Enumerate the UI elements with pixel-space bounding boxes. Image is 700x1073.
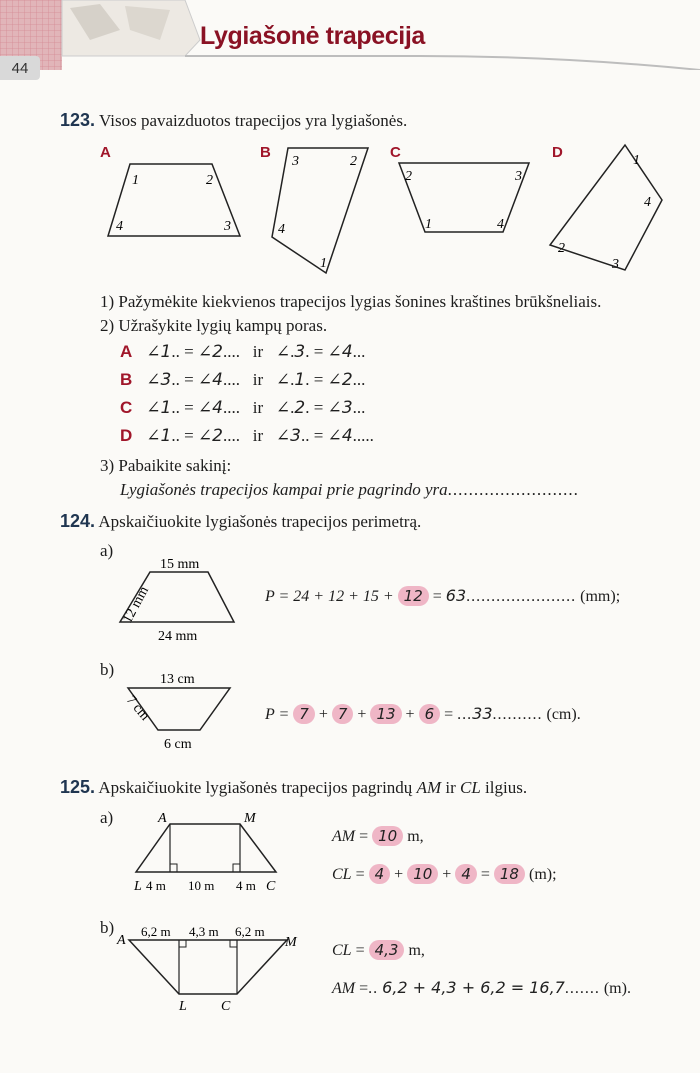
vertex-label: L: [179, 999, 187, 1012]
formula-text: P = 24 + 12 + 15 +: [265, 588, 394, 605]
exercise-123-heading: [60, 110, 407, 131]
filled-blank: 12: [398, 586, 429, 606]
conjunction: ir: [252, 370, 264, 389]
perimeter-formula-a: P = 24 + 12 + 15 + 12 = 63...................... (mm);: [265, 586, 621, 605]
angle-label: 2: [558, 241, 565, 256]
conjunction: ir: [445, 778, 456, 797]
filled-blank: 4: [369, 864, 391, 884]
conjunction: ir: [252, 426, 264, 445]
unit: (mm);: [580, 588, 621, 605]
exercise-text: Apskaičiuokite lygiašonės trapecijos pagrindų: [98, 778, 413, 797]
dimension-label: 7 cm: [122, 692, 153, 724]
segment-name: AM: [416, 778, 442, 797]
figure-label-a: A: [100, 144, 111, 161]
part-label: a): [100, 541, 114, 560]
angle-label: 4: [497, 217, 504, 232]
unit: (cm).: [546, 706, 581, 723]
dimension-label: 13 cm: [160, 672, 195, 687]
trapezoid-a: [100, 158, 250, 248]
exercise-125-heading: [60, 777, 527, 798]
angle-label: 3: [292, 154, 299, 169]
trapezoid-d: [540, 140, 670, 275]
conjunction: ir: [252, 342, 264, 361]
figure-label-d: D: [552, 144, 563, 161]
angle-label: 1: [633, 153, 640, 168]
exercise-number: 125.: [60, 777, 96, 797]
row-letter: D: [120, 426, 133, 445]
segment-name: AM: [332, 828, 356, 845]
angle-label: 3: [224, 219, 231, 234]
angle-pair-row: D ∠1.. = ∠2.... ir ∠3.. = ∠4.....: [120, 426, 374, 446]
angle-pair-row: A ∠1.. = ∠2.... ir ∠.3. = ∠4...: [120, 342, 366, 362]
angle-label: 4: [116, 219, 123, 234]
angle-label: 4: [644, 195, 651, 210]
unit: (m);: [528, 866, 557, 883]
angle-label: 4: [278, 222, 285, 237]
sentence-text: Lygiašonės trapecijos kampai prie pagrindo yra: [120, 480, 448, 499]
row-letter: A: [120, 342, 133, 361]
trapezoid-125b: [115, 920, 315, 1012]
part-label: b): [100, 918, 115, 937]
dimension-label: 6 cm: [164, 737, 192, 752]
vertex-label: C: [221, 999, 231, 1012]
sentence-fill: Lygiašonės trapecijos kampai prie pagrindo yra.........................: [120, 480, 579, 499]
filled-blank: 10: [372, 826, 403, 846]
segment-name: CL: [460, 778, 481, 797]
handwritten-answer: 63: [445, 586, 467, 605]
trapezoid-b: [268, 145, 378, 280]
row-letter: B: [120, 370, 133, 389]
angle-label: 3: [612, 257, 619, 272]
task-1-text: 1) Pažymėkite kiekvienos trapecijos lygias šonines kraštines brūkšneliais.: [100, 292, 602, 311]
unit: (m).: [603, 980, 631, 997]
part-label: b): [100, 660, 115, 679]
filled-blank: 4,3: [369, 940, 405, 960]
vertex-label: M: [285, 935, 297, 950]
figure-label-c: C: [390, 144, 401, 161]
unit: m,: [407, 828, 424, 845]
dimension-label: 4 m: [236, 878, 256, 893]
unit: m,: [408, 942, 425, 959]
filled-blank: 4: [455, 864, 477, 884]
handwritten-answer: 3: [290, 426, 301, 446]
angle-pair-row: C ∠1.. = ∠4.... ir ∠.2. = ∠3...: [120, 398, 366, 418]
dimension-label: 6,2 m: [235, 924, 265, 939]
exercise-text: Visos pavaizduotos trapecijos yra lygiašonės.: [99, 111, 408, 130]
dimension-label: 4 m: [146, 878, 166, 893]
handwritten-answer: 1: [160, 342, 172, 362]
handwritten-answer: 3: [294, 342, 306, 362]
exercise-number: 123.: [60, 110, 96, 130]
filled-blank: 7: [332, 704, 354, 724]
handwritten-answer: 1: [160, 426, 172, 446]
angle-label: 1: [320, 256, 327, 271]
page-number: 44: [0, 56, 40, 80]
trapezoid-124a: [108, 552, 248, 647]
vertex-label: A: [158, 811, 167, 826]
dimension-label: 12 mm: [120, 584, 152, 626]
handwritten-answer: 6,2 + 4,3 + 6,2 = 16,7: [382, 978, 565, 997]
filled-blank: 6: [419, 704, 441, 724]
dimension-label: 10 m: [188, 878, 215, 893]
filled-blank: 18: [494, 864, 525, 884]
row-letter: C: [120, 398, 133, 417]
formula-text: P =: [265, 706, 290, 723]
handwritten-answer: 1: [160, 398, 172, 418]
cl-formula-a: CL = 4 + 10 + 4 = 18 (m);: [332, 865, 557, 883]
am-formula-b: AM =.. 6,2 + 4,3 + 6,2 = 16,7....... (m).: [332, 978, 631, 997]
handwritten-answer: 4: [341, 342, 353, 362]
angle-label: 2: [206, 173, 213, 188]
trapezoid-124b: [120, 670, 250, 755]
conjunction: ir: [252, 398, 264, 417]
segment-name: CL: [332, 942, 352, 959]
dimension-label: 4,3 m: [189, 924, 219, 939]
exercise-text: Apskaičiuokite lygiašonės trapecijos perimetrą.: [98, 512, 422, 531]
dimension-label: 24 mm: [158, 629, 198, 644]
handwritten-answer: 4: [212, 370, 223, 390]
handwritten-answer: 4: [212, 398, 223, 418]
exercise-number: 124.: [60, 511, 96, 531]
filled-blank: 10: [407, 864, 438, 884]
handwritten-answer: 2: [212, 342, 223, 362]
task-3-text: 3) Pabaikite sakinį:: [100, 456, 232, 475]
handwritten-answer: 3: [160, 370, 172, 390]
vertex-label: C: [266, 879, 276, 894]
angle-label: 3: [515, 169, 522, 184]
am-formula-a: AM = 10 m,: [332, 827, 424, 845]
angle-label: 1: [425, 217, 432, 232]
handwritten-answer: 2: [341, 370, 353, 390]
figure-label-b: B: [260, 144, 271, 161]
chapter-title: Lygiašonė trapecija: [200, 22, 425, 50]
handwritten-answer: 2: [294, 398, 306, 418]
handwritten-answer: 2: [212, 426, 223, 446]
segment-name: AM: [332, 980, 356, 997]
vertex-label: M: [244, 811, 256, 826]
filled-blank: 13: [370, 704, 401, 724]
task-2-text: 2) Užrašykite lygių kampų poras.: [100, 316, 328, 335]
part-label: a): [100, 808, 114, 827]
dimension-label: 15 mm: [160, 557, 200, 572]
angle-label: 1: [132, 173, 139, 188]
vertex-label: A: [117, 933, 126, 948]
trapezoid-125a: [130, 808, 290, 900]
segment-name: CL: [332, 866, 352, 883]
dimension-label: 6,2 m: [141, 924, 171, 939]
handwritten-answer: 1: [294, 370, 306, 390]
exercise-124-heading: [60, 511, 421, 532]
angle-label: 2: [350, 154, 357, 169]
perimeter-formula-b: P = 7 + 7 + 13 + 6 = ...33.......... (cm).: [265, 704, 581, 723]
vertex-label: L: [134, 879, 142, 894]
handwritten-answer: 3: [341, 398, 353, 418]
angle-label: 2: [405, 169, 412, 184]
angle-pair-row: B ∠3.. = ∠4.... ir ∠.1. = ∠2...: [120, 370, 366, 390]
trapezoid-c: [395, 158, 535, 238]
handwritten-answer: 33: [472, 704, 493, 723]
cl-formula-b: CL = 4,3 m,: [332, 941, 425, 959]
handwritten-answer: 4: [341, 426, 353, 446]
exercise-text: ilgius.: [485, 778, 528, 797]
filled-blank: 7: [293, 704, 315, 724]
